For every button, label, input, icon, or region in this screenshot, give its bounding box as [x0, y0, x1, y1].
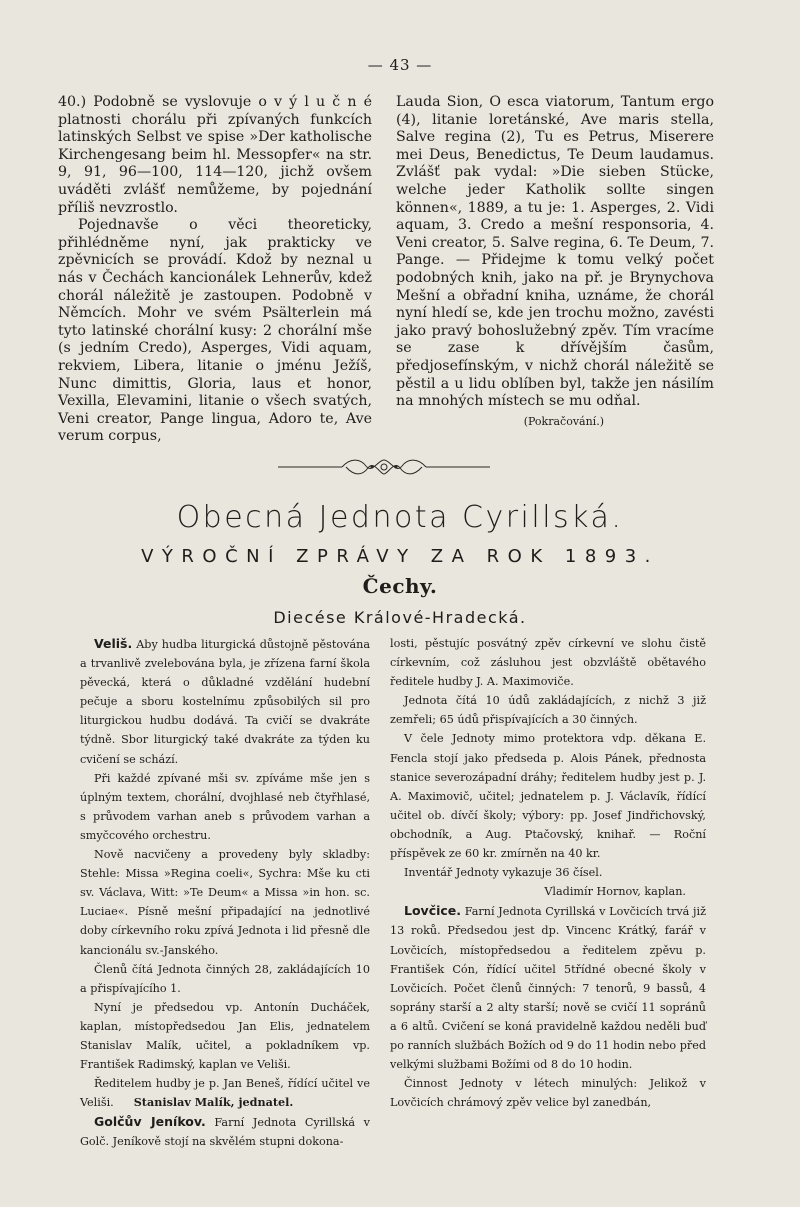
ornament-divider-icon — [278, 454, 490, 480]
place-heading: Golčův Jeníkov. — [94, 1114, 206, 1130]
paragraph: Při každé zpívané mši sv. zpíváme mše jen s úplným textem, chorální, dvojhlasé neb čtyřhlasé, s průvodem varhan aneb s průvodem varhan a smyčcového orchestru. — [80, 771, 370, 842]
article-column-right — [396, 94, 714, 430]
signature: Vladimír Hornov, kaplan. — [544, 885, 686, 899]
paragraph: Jednota čítá 10 údů zakládajících, z nichž 3 již zemřeli; 65 údů přispívajících a 30 činných. — [390, 694, 706, 727]
section-subtitle: VÝROČNÍ ZPRÁVY ZA ROK 1893. — [141, 546, 659, 567]
article-column-left — [58, 94, 372, 446]
paragraph: Pojednavše o věci theoreticky, přihlédněme nyní, jak prakticky ve zpěvnicích se provádí. Kdož by neznal u nás v Čechách kancionálek Lehnerův, kdež chorál náležitě je zastoupen. Podobně v Němcích. Mohr ve svém Psälterlein má tyto latinské chorální kusy: 2 chorální mše (s jedním Credo), Asperges, Vidi aquam, rekviem, Libera, litanie o jménu Ježíš, Nunc dimittis, Gloria, laus et honor, Vexilla, Elevamini, litanie o všech svatých, Veni creator, Pange lingua, Adoro te, Ave verum corpus, — [58, 217, 372, 445]
signature: Stanislav Malík, jednatel. — [133, 1095, 294, 1110]
paragraph: 40.) Podobně se vyslovuje o v ý l u č n é platnosti chorálu při zpívaných funkcích latinských Selbst ve spise »Der katholische Kirchengesang beim hl. Messopfer« na str. 9, 91, 96—100, 114—120, jichž ovšem uváděti zvlášť nemůžeme, by pojednání příliš nevzrostlo. — [58, 94, 372, 216]
paragraph-text: Farní Jednota Cyrillská v Golč. Jeníkově stojí na skvělém stupni dokona- — [80, 1116, 370, 1149]
page-number: — 43 — — [367, 56, 433, 74]
region-heading: Čechy. — [362, 574, 438, 598]
paragraph: Lauda Sion, O esca viatorum, Tantum ergo (4), litanie loretánské, Ave maris stella, Salve regina (2), Tu es Petrus, Miserere mei Deus, Benedictus, Te Deum laudamus. Zvlášť pak vydal: »Die sieben Stücke, welche jeder Katholik sollte singen können«, 1889, a tu je: 1. Asperges, 2. Vidi aquam, 3. Credo a mešní responsoria, 4. Veni creator, 5. Salve regina, 6. Te Deum, 7. Pange. — Přidejme k tomu velký počet podobných knih, jako na př. je Brynychova Mešní a obřadní kniha, uznáme, že chorál nyní hledí se, kde jen trochu možno, zavésti jako pravý bohoslužebný zpěv. Tím vracíme se zase k dřívějším časům, předjosefínským, v nichž chorál náležitě se pěstil a u lidu oblíben byl, takže jen násilím na mnohých místech se mu odňal. — [396, 94, 714, 410]
diocese-heading: Diecése Králové-Hradecká. — [273, 608, 527, 627]
paragraph: Inventář Jednoty vykazuje 36 čísel. — [404, 866, 603, 880]
report-column-left — [80, 634, 370, 1152]
paragraph: V čele Jednoty mimo protektora vdp. děkana E. Fencla stojí jako předseda p. Alois Pánek, přednosta stanice severozápadní dráhy; ředitelem hudby jest p. J. A. Maximovič, učitel; jednatelem p. J. Václavík, řídící učitel ob. dívčí školy; výbory: pp. Josef Jindřichovský, obchodník, a Aug. Ptačovský, knihař. — Roční příspěvek ze 60 kr. zmírněn na 40 kr. — [390, 732, 706, 861]
paragraph: Nově nacvičeny a provedeny byly skladby: Stehle: Missa »Regina coeli«, Sychra: Mše ku cti sv. Václava, Witt: »Te Deum« a Missa »in hon. sc. Luciae«. Písně mešní připadající na jednotlivé doby církevního roku zpívá Jednota i lid přesně dle kancionálu sv.-Janského. — [80, 848, 370, 957]
paragraph: Činnost Jednoty v létech minulých: Jelikož v Lovčicích chrámový zpěv velice byl zanedbán, — [390, 1077, 706, 1110]
paragraph: Členů čítá Jednota činných 28, zakládajících 10 a přispívajícího 1. — [80, 962, 370, 995]
paragraph — [80, 1074, 370, 1112]
report-column-right — [390, 634, 706, 1112]
paragraph-text: Farní Jednota Cyrillská v Lovčicích trvá již 13 roků. Předsedou jest dp. Vincenc Krátký, farář v Lovčicích, místopředsedou a ředitelem zpěvu p. František Cón, řídící učitel 5třídné obecné školy v Lovčicích. Počet členů činných: 7 tenorů, 9 bassů, 4 soprány starší a 2 alty starší; nově se cvičí 11 sopránů a 6 altů. Cvičení se koná pravidelně každou neděli buď po ranních službách Božích od 9 do 11 hodin nebo před velkými službami Božími od 8 do 10 hodin. — [390, 905, 706, 1072]
paragraph — [390, 901, 706, 1074]
section-title: Obecná Jednota Cyrillská. — [176, 500, 624, 535]
place-heading: Lovčice. — [404, 903, 462, 919]
paragraph — [80, 1112, 370, 1151]
place-heading: Veliš. — [94, 636, 133, 651]
paragraph: losti, pěstujíc posvátný zpěv církevní ve slohu čistě církevním, což zásluhou jest obzvláště obětavého ředitele hudby J. A. Maximoviče. — [390, 637, 706, 689]
continuation-note: (Pokračování.) — [523, 414, 604, 428]
paragraph — [80, 634, 370, 769]
paragraph-text: Aby hudba liturgická důstojně pěstována a trvanlivě zvelebována byla, je zřízena farní škola pěvecká, která o důkladné vzdělání hudební pečuje a sboru kostelnímu způsobilých sil pro liturgickou hudbu dodává. Ta cvičí se dvakráte týdně. Sbor liturgický také dvakráte za týden ku cvičení se schází. — [80, 638, 370, 766]
paragraph-text: Ředitelem hudby je p. Jan Beneš, řídící učitel ve Veliši. — [80, 1077, 370, 1110]
paragraph: Nyní je předsedou vp. Antonín Ducháček, kaplan, místopředsedou Jan Elis, jednatelem Stanislav Malík, učitel, a pokladníkem vp. František Radimský, kaplan ve Veliši. — [80, 1000, 370, 1072]
